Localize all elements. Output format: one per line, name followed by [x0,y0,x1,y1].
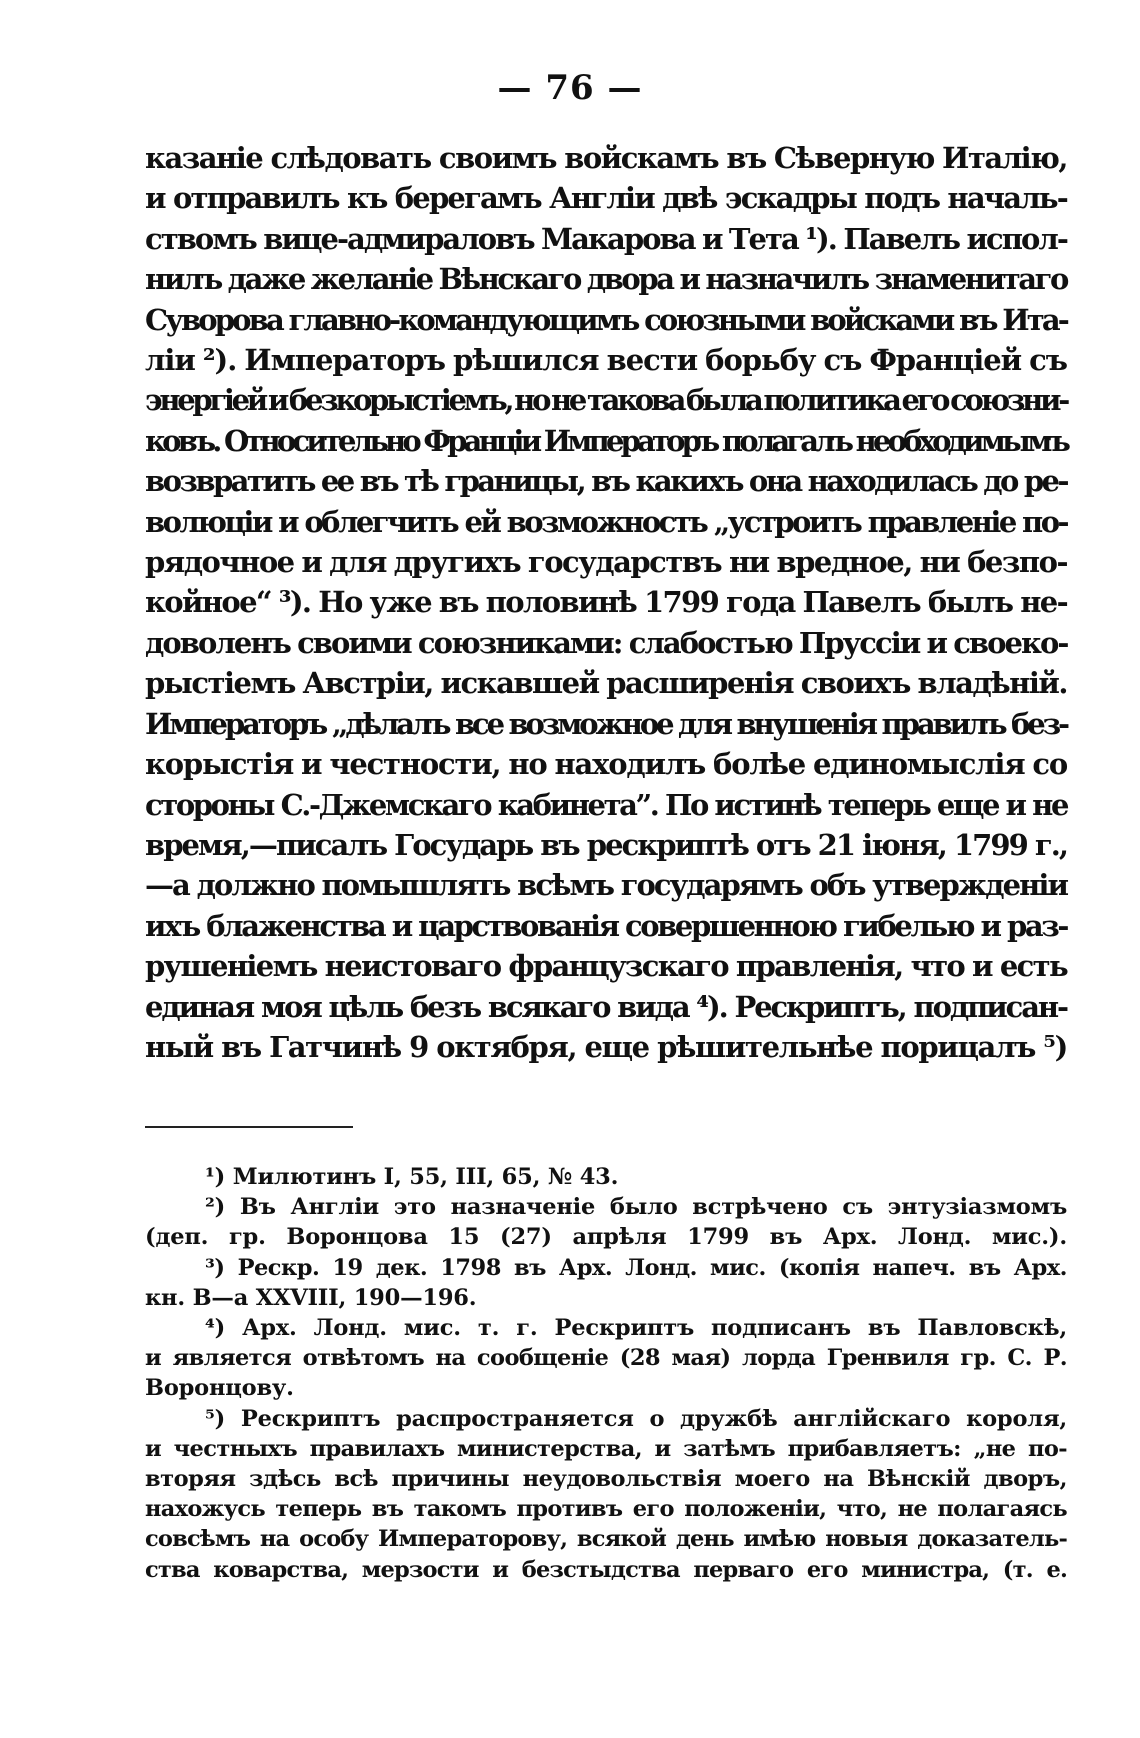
footnote-line: ³) Рескр. 19 дек. 1798 въ Арх. Лонд. мис. (копія напеч. въ Арх. [205,1254,1067,1281]
text-line: ковъ. Относительно Франціи Императоръ полагалъ необходимымъ [145,423,1067,458]
footnote-separator [145,1126,353,1128]
text-line: рыстіемъ Австріи, искавшей расширенія своихъ владѣній. [145,666,1067,701]
footnote-line: вторяя здѣсь всѣ причины неудовольствія моего на Вѣнскій дворъ, [145,1466,1067,1493]
footnote-line: Воронцову. [145,1375,294,1402]
text-line: нилъ даже желаніе Вѣнскаго двора и назначилъ знаменитаго [145,262,1067,297]
text-line: ліи ²). Императоръ рѣшился вести борьбу съ Франціей съ [145,343,1067,378]
footnote-line: нахожусь теперь въ такомъ противъ его положеніи, что, не полагаясь [145,1496,1067,1523]
footnote-line: ⁵) Рескриптъ распространяется о дружбѣ англійскаго короля, [205,1405,1067,1432]
text-line: единая моя цѣль безъ всякаго вида ⁴). Рескриптъ, подписан- [145,989,1067,1024]
text-line: волюціи и облегчить ей возможность „устроить правленіе по- [145,504,1067,539]
text-line: корыстія и честности, но находилъ болѣе единомыслія со [145,747,1067,782]
text-line: стороны С.-Джемскаго кабинета”. По истинѣ теперь еще и не [145,787,1067,822]
footnote-line: (деп. гр. Воронцова 15 (27) апрѣля 1799 въ Арх. Лонд. мис.). [145,1224,1067,1251]
text-line: ихъ блаженства и царствованія совершенною гибелью и раз- [145,908,1067,943]
text-line: ствомъ вице-адмираловъ Макарова и Тета ¹). Павелъ испол- [145,221,1067,256]
text-line: энергіей и безкорыстіемъ, но не такова была политика его союзни- [145,383,1067,418]
footnote-line: ства коварства, мерзости и безстыдства перваго его министра, (т. е. [145,1556,1067,1583]
text-line: Императоръ „дѣлалъ все возможное для внушенія правилъ без- [145,706,1067,741]
body-text [145,138,1067,1067]
text-line: койное“ ³). Но уже въ половинѣ 1799 года Павелъ былъ не- [145,585,1067,620]
footnote-line: ²) Въ Англіи это назначеніе было встрѣчено съ энтузіазмомъ [205,1194,1067,1221]
text-line: Суворова главно-командующимъ союзными войсками въ Ита- [145,302,1067,337]
text-line: и отправилъ къ берегамъ Англіи двѣ эскадры подъ началь- [145,181,1067,216]
footnotes [145,1162,1067,1585]
text-line: —а должно помышлять всѣмъ государямъ объ утвержденіи [145,868,1067,903]
text-line: рядочное и для другихъ государствъ ни вредное, ни безпо- [145,545,1067,580]
page-number: — 76 — [497,68,643,108]
text-line: ный въ Гатчинѣ 9 октября, еще рѣшительнѣе порицалъ ⁵) [145,1029,1067,1064]
footnote-line: и является отвѣтомъ на сообщеніе (28 мая) лорда Гренвиля гр. С. Р. [145,1345,1067,1372]
text-line: время,—писалъ Государь въ рескриптѣ отъ 21 іюня, 1799 г., [145,827,1067,862]
footnote-line: ⁴) Арх. Лонд. мис. т. г. Рескриптъ подписанъ въ Павловскѣ, [205,1315,1067,1342]
footnote-line: ¹) Милютинъ I, 55, III, 65, № 43. [205,1164,619,1190]
text-line: рушеніемъ неистоваго французскаго правленія, что и есть [145,949,1067,984]
footnote-line: совсѣмъ на особу Императорову, всякой день имѣю новыя доказатель- [145,1526,1067,1553]
text-line: доволенъ своими союзниками: слабостью Пруссіи и своеко- [145,625,1068,660]
footnote-line: кн. В—а XXVIII, 190—196. [145,1284,477,1311]
footnote-line: и честныхъ правилахъ министерства, и затѣмъ прибавляетъ: „не по- [145,1435,1067,1462]
text-line: казаніе слѣдовать своимъ войскамъ въ Сѣверную Италію, [145,141,1067,175]
text-line: возвратить ее въ тѣ границы, въ какихъ она находилась до ре- [145,464,1067,499]
